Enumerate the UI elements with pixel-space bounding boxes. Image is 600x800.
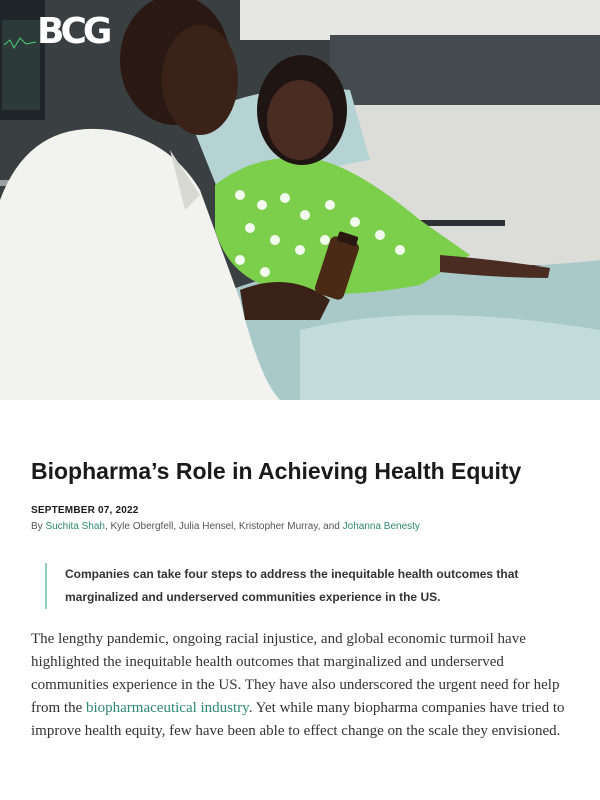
- article-body-paragraph: [31, 628, 576, 743]
- biopharmaceutical-industry-link[interactable]: biopharmaceutical industry: [85, 700, 249, 716]
- article-summary: Companies can take four steps to address the inequitable health outcomes that marginalized and underserved communities experience in the US.: [45, 563, 565, 609]
- article-title: Biopharma’s Role in Achieving Health Equity: [31, 458, 522, 484]
- author-link-johanna-benesty[interactable]: Johanna Benesty: [342, 521, 420, 532]
- bcg-logo[interactable]: BCG: [37, 11, 109, 52]
- byline-prefix: By: [31, 521, 46, 532]
- byline-other-authors: , Kyle Obergfell, Julia Hensel, Kristopher Murray, and: [104, 521, 343, 532]
- body-text-part1: The lengthy pandemic, ongoing racial injustice, and global economic turmoil have highlighted the inequitable health outcomes that marginalized and underserved communities experience in the US. They have also underscored the urgent need for help from the: [31, 631, 560, 716]
- author-link-suchita-shah[interactable]: Suchita Shah: [45, 521, 105, 532]
- body-text-part2: . Yet while many biopharma companies have tried to improve health equity, few have been able to effect change on the scale they envisioned.: [31, 700, 565, 739]
- publish-date: SEPTEMBER 07, 2022: [31, 505, 139, 516]
- byline: [31, 521, 420, 532]
